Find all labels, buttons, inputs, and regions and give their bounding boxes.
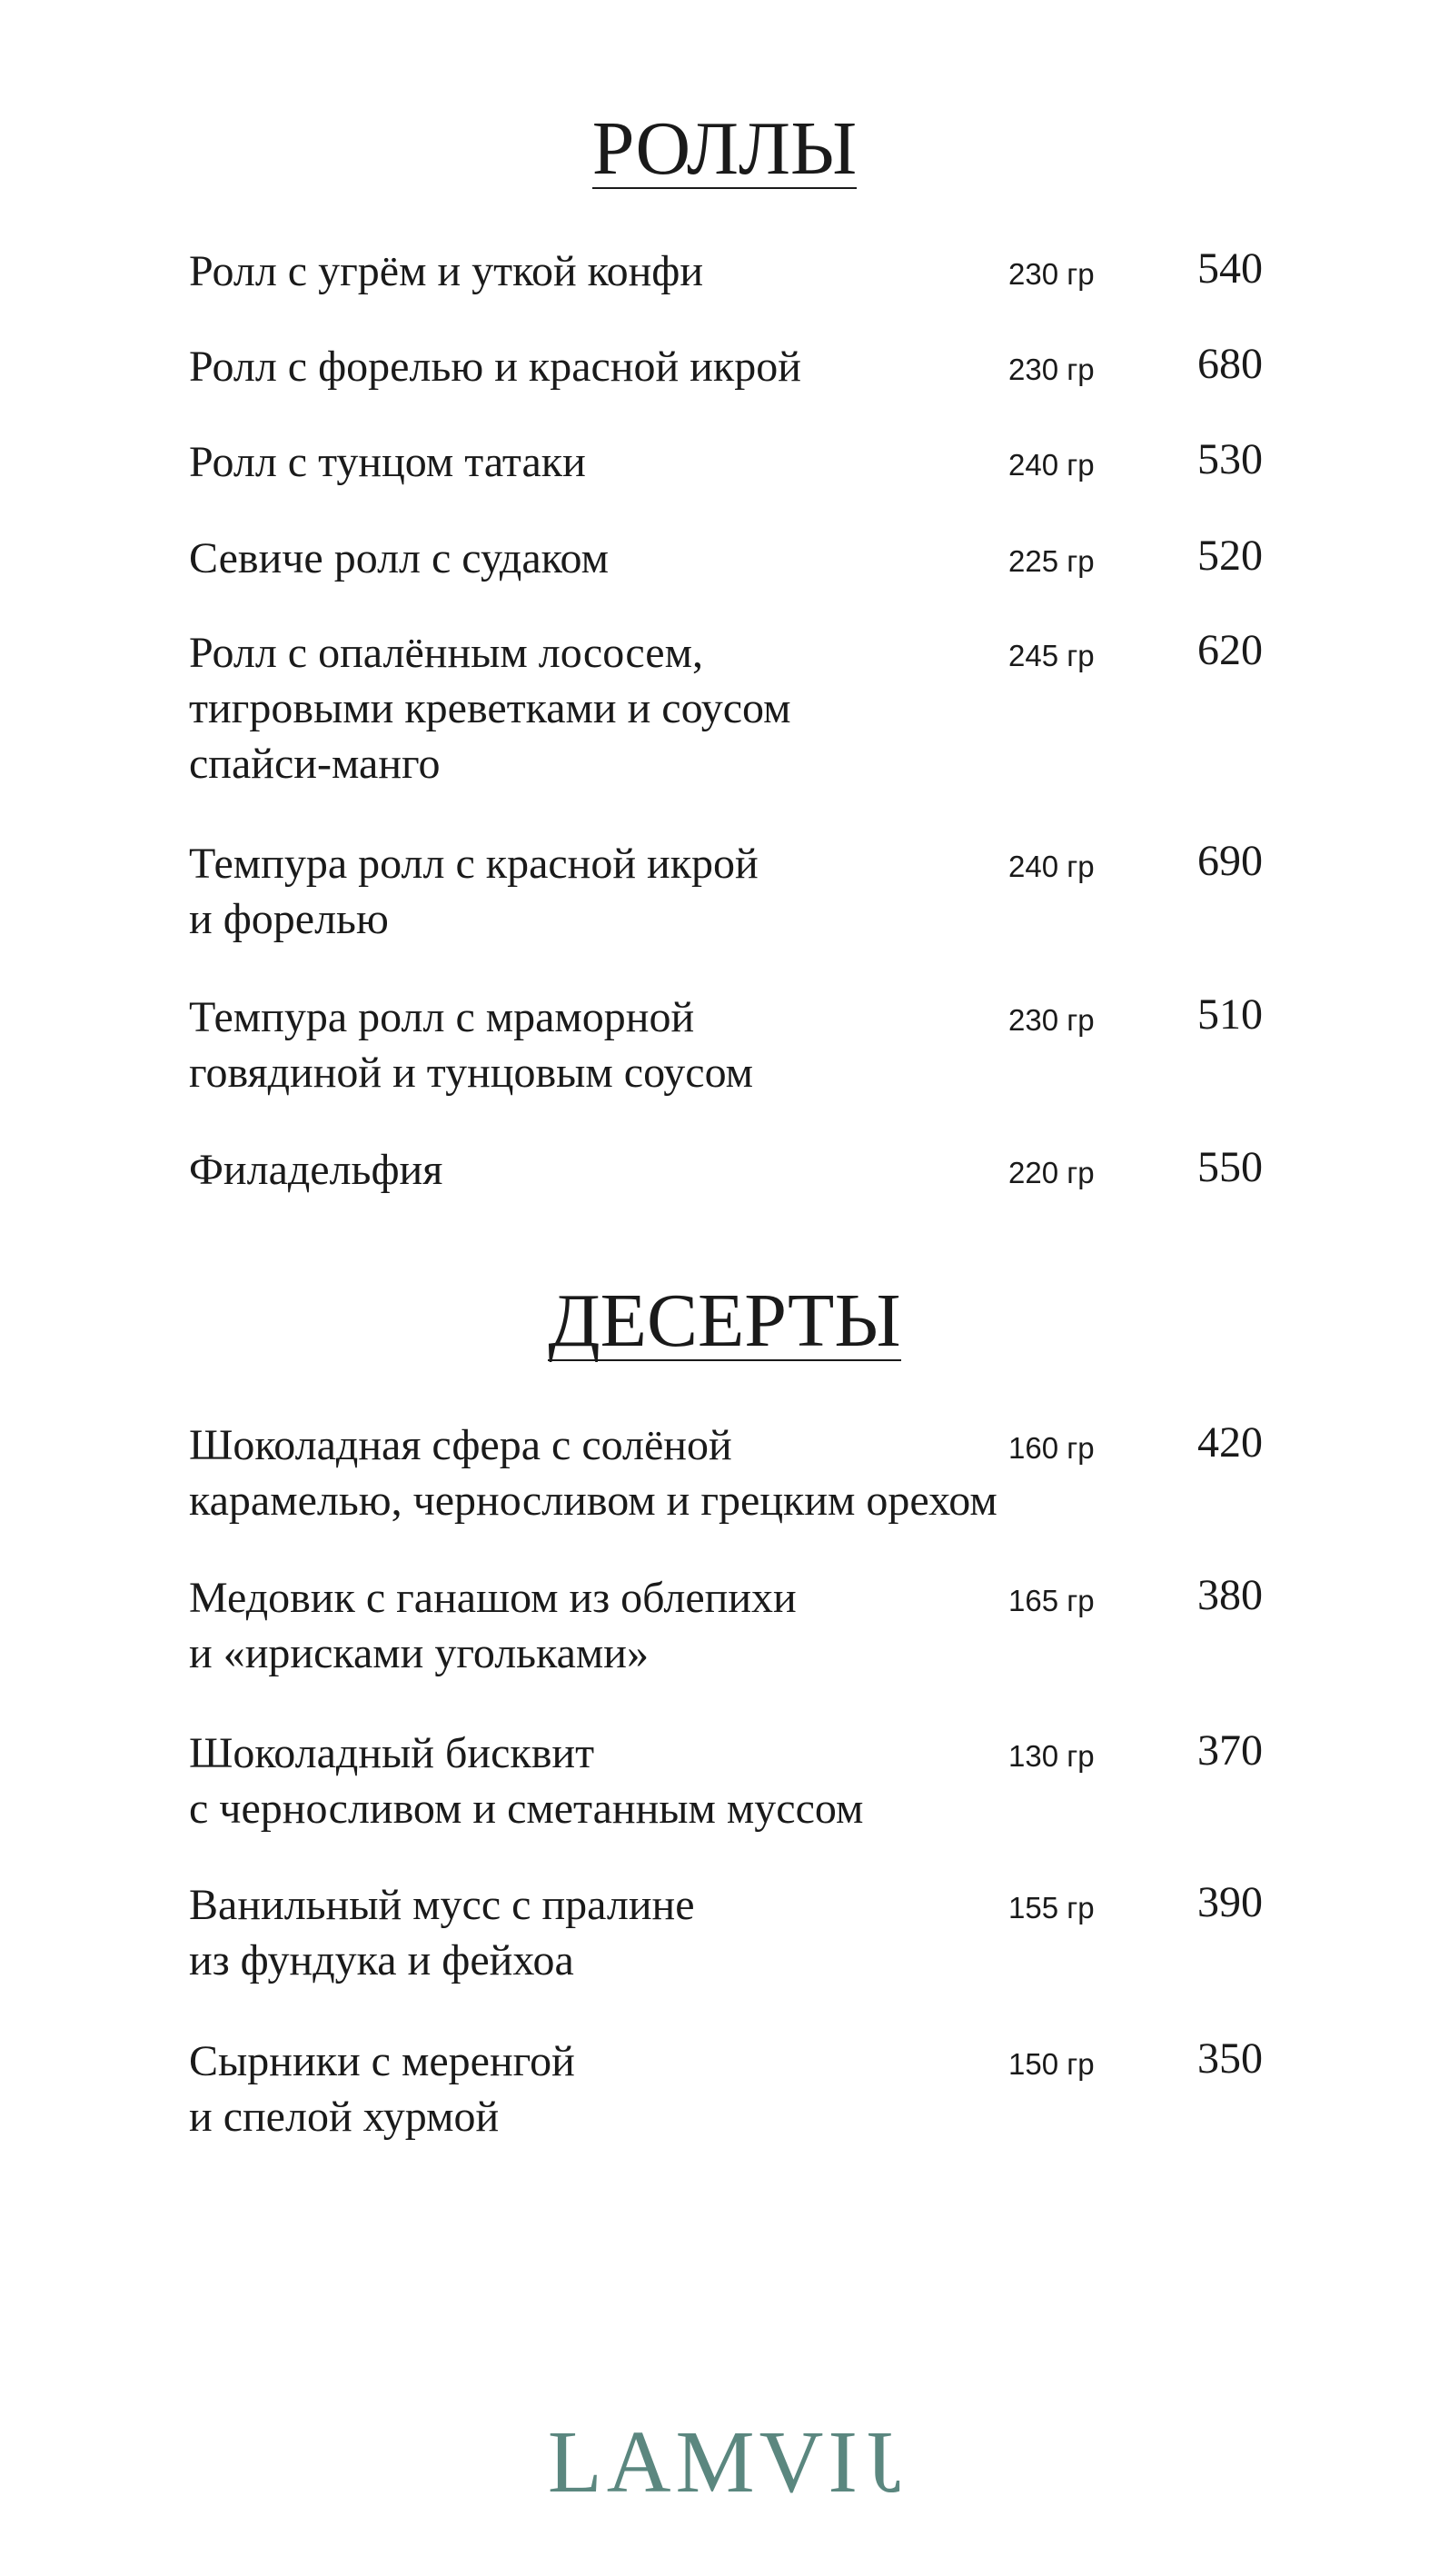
item-name: Ролл с угрём и уткой конфи [189,247,704,295]
item-name: Сырники с меренгой и спелой хурмой [189,2037,575,2141]
desserts-title-text: ДЕСЕРТЫ [548,1278,901,1363]
item-name: Ролл с опалённым лососем, тигровыми креветками и соусом спайси-манго [189,629,791,788]
item-price: 380 [1197,1571,1263,1619]
item-weight: 225 гр [1008,544,1095,578]
item-price: 620 [1197,626,1263,674]
item-name: Ролл с тунцом татаки [189,438,586,486]
rolls-title-text: РОЛЛЫ [591,106,858,191]
item-weight: 240 гр [1008,448,1095,482]
item-name: Севиче ролл с судаком [189,534,609,582]
item-price: 520 [1197,532,1263,580]
item-price: 390 [1197,1878,1263,1926]
item-name: Темпура ролл с мраморной говядиной и тунцовым соусом [189,993,754,1097]
item-weight: 165 гр [1008,1584,1095,1617]
logo-reversed-letter: J [862,2413,902,2511]
item-name: Темпура ролл с красной икрой и форелью [189,840,759,943]
item-weight: 245 гр [1008,639,1095,672]
desserts-section-title [0,1278,1449,1363]
item-name: Филадельфия [189,1146,443,1194]
item-weight: 160 гр [1008,1431,1095,1465]
item-name: Ролл с форелью и красной икрой [189,343,801,391]
item-price: 540 [1197,244,1263,293]
item-weight: 220 гр [1008,1156,1095,1189]
item-price: 510 [1197,990,1263,1039]
item-price: 690 [1197,837,1263,885]
item-price: 680 [1197,340,1263,388]
rolls-section-title [0,106,1449,191]
item-weight: 230 гр [1008,1003,1095,1037]
item-name: Ванильный мусс с пралине из фундука и фейхоа [189,1881,695,1984]
item-price: 350 [1197,2034,1263,2083]
item-weight: 230 гр [1008,353,1095,386]
item-price: 530 [1197,435,1263,483]
item-weight: 230 гр [1008,257,1095,291]
item-weight: 150 гр [1008,2047,1095,2081]
item-price: 550 [1197,1143,1263,1191]
item-name: Шоколадный бисквит с черносливом и сметанным муссом [189,1729,864,1833]
item-price: 370 [1197,1726,1263,1775]
item-weight: 130 гр [1008,1739,1095,1773]
lamvij-logo [0,2413,1449,2511]
item-weight: 155 гр [1008,1891,1095,1925]
item-name: Медовик с ганашом из облепихи и «ирисками угольками» [189,1574,797,1677]
item-price: 420 [1197,1418,1263,1467]
logo-main-text: LAMVI [547,2413,863,2511]
item-weight: 240 гр [1008,850,1095,883]
item-name: Шоколадная сфера с солёной карамелью, черносливом и грецким орехом [189,1421,997,1525]
